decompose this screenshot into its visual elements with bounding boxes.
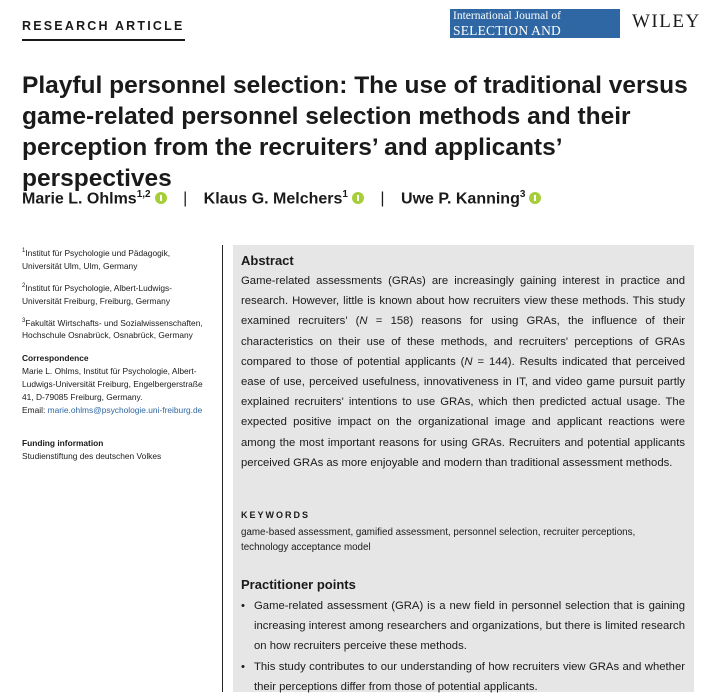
abstract-heading: Abstract	[241, 253, 294, 268]
email-link[interactable]: marie.ohlms@psychologie.uni-freiburg.de	[47, 405, 203, 416]
bullet-icon: •	[241, 660, 245, 673]
correspondence-email	[22, 404, 207, 417]
keywords-heading: KEYWORDS	[241, 510, 311, 520]
abstract-text: Game-related assessments (GRAs) are increasingly gaining interest in practice and research. However, little is known about how recruiters view these methods. This study examined recruiters’ (N = 158) reasons for using GRAs, the influence of their characteristics on their use of these methods, and recruiters' perceptions of GRAs compared to those of potential applicants (N = 144). Results indicated that perceived ease of use, perceived usefulness, innovativeness in IT, and video game pursuit partly explained recruiters' intentions to use GRAs, which then predicted actual usage. The expected positive impact on the organizational image and applicant reactions were among the most important reasons for using GRAs. Recruiters and potential applicants perceived GRAs as more enjoyable and modern than traditional assessment methods.	[241, 275, 685, 469]
publisher-logo[interactable]: WILEY	[632, 11, 701, 32]
author-affiliation-marker: 3	[519, 189, 526, 200]
orcid-icon[interactable]	[352, 192, 364, 204]
orcid-icon[interactable]	[155, 192, 167, 204]
affiliation: $^2$Institut für Psychologie, Albert-Ludwigs-Universität Freiburg, Freiburg, Germany	[22, 282, 172, 306]
funding-text: Studienstiftung des deutschen Volkes	[22, 451, 162, 462]
affiliation: $^3$Fakultät Wirtschafts- und Sozialwissenschaften, Hochschule Osnabrück, Osnabrück, Germany	[22, 317, 203, 341]
author-name[interactable]: Marie L. Ohlms	[22, 190, 137, 208]
author-affiliation-marker: 1,2	[136, 189, 151, 200]
practitioner-points-heading: Practitioner points	[241, 577, 356, 592]
author-list	[22, 189, 541, 208]
author-separator: |	[380, 190, 385, 208]
article-title: Playful personnel selection: The use of traditional versus game-related personnel selection methods and their perception from the recruiters’ and applicants’ perspectives	[22, 72, 688, 192]
author-affiliation-marker: 1	[342, 189, 348, 200]
author-name[interactable]: Klaus G. Melchers	[203, 190, 343, 208]
email-label: Email:	[22, 405, 46, 416]
author-name[interactable]: Uwe P. Kanning	[401, 190, 520, 208]
bullet-icon: •	[241, 600, 245, 612]
correspondence-text: Marie L. Ohlms, Institut für Psychologie, Albert-Ludwigs-Universität Freiburg, Engelbergerstraße 41, D-79085 Freiburg, Germany.	[22, 366, 203, 403]
keywords-text: game-based assessment, gamified assessment, personnel selection, recruiter perceptions, technology acceptance model	[241, 527, 636, 553]
funding-heading: Funding information	[22, 438, 104, 449]
correspondence-heading: Correspondence	[22, 353, 89, 364]
affiliation: $^1$Institut für Psychologie und Pädagogik, Universität Ulm, Ulm, Germany	[22, 247, 171, 271]
practitioner-points-list	[241, 596, 685, 697]
sidebar-info	[22, 245, 207, 463]
journal-name-line1: International Journal of	[453, 10, 561, 22]
list-item: • Game-related assessment (GRA) is a new field in personnel selection that is gaining increasing interest among researchers and organizations, but there is limited research on how recruiters perceive these methods.	[241, 596, 685, 657]
journal-name-line2: SELECTION AND ASSESSMENT	[453, 22, 561, 51]
article-type-label: RESEARCH ARTICLE	[22, 19, 185, 41]
column-divider	[222, 245, 223, 692]
journal-logo[interactable]	[450, 9, 620, 51]
orcid-icon[interactable]	[529, 192, 541, 204]
list-item: • This study contributes to our understanding of how recruiters view GRAs and whether their perceptions differ from those of potential applicants.	[241, 657, 685, 697]
author-separator: |	[183, 190, 188, 208]
